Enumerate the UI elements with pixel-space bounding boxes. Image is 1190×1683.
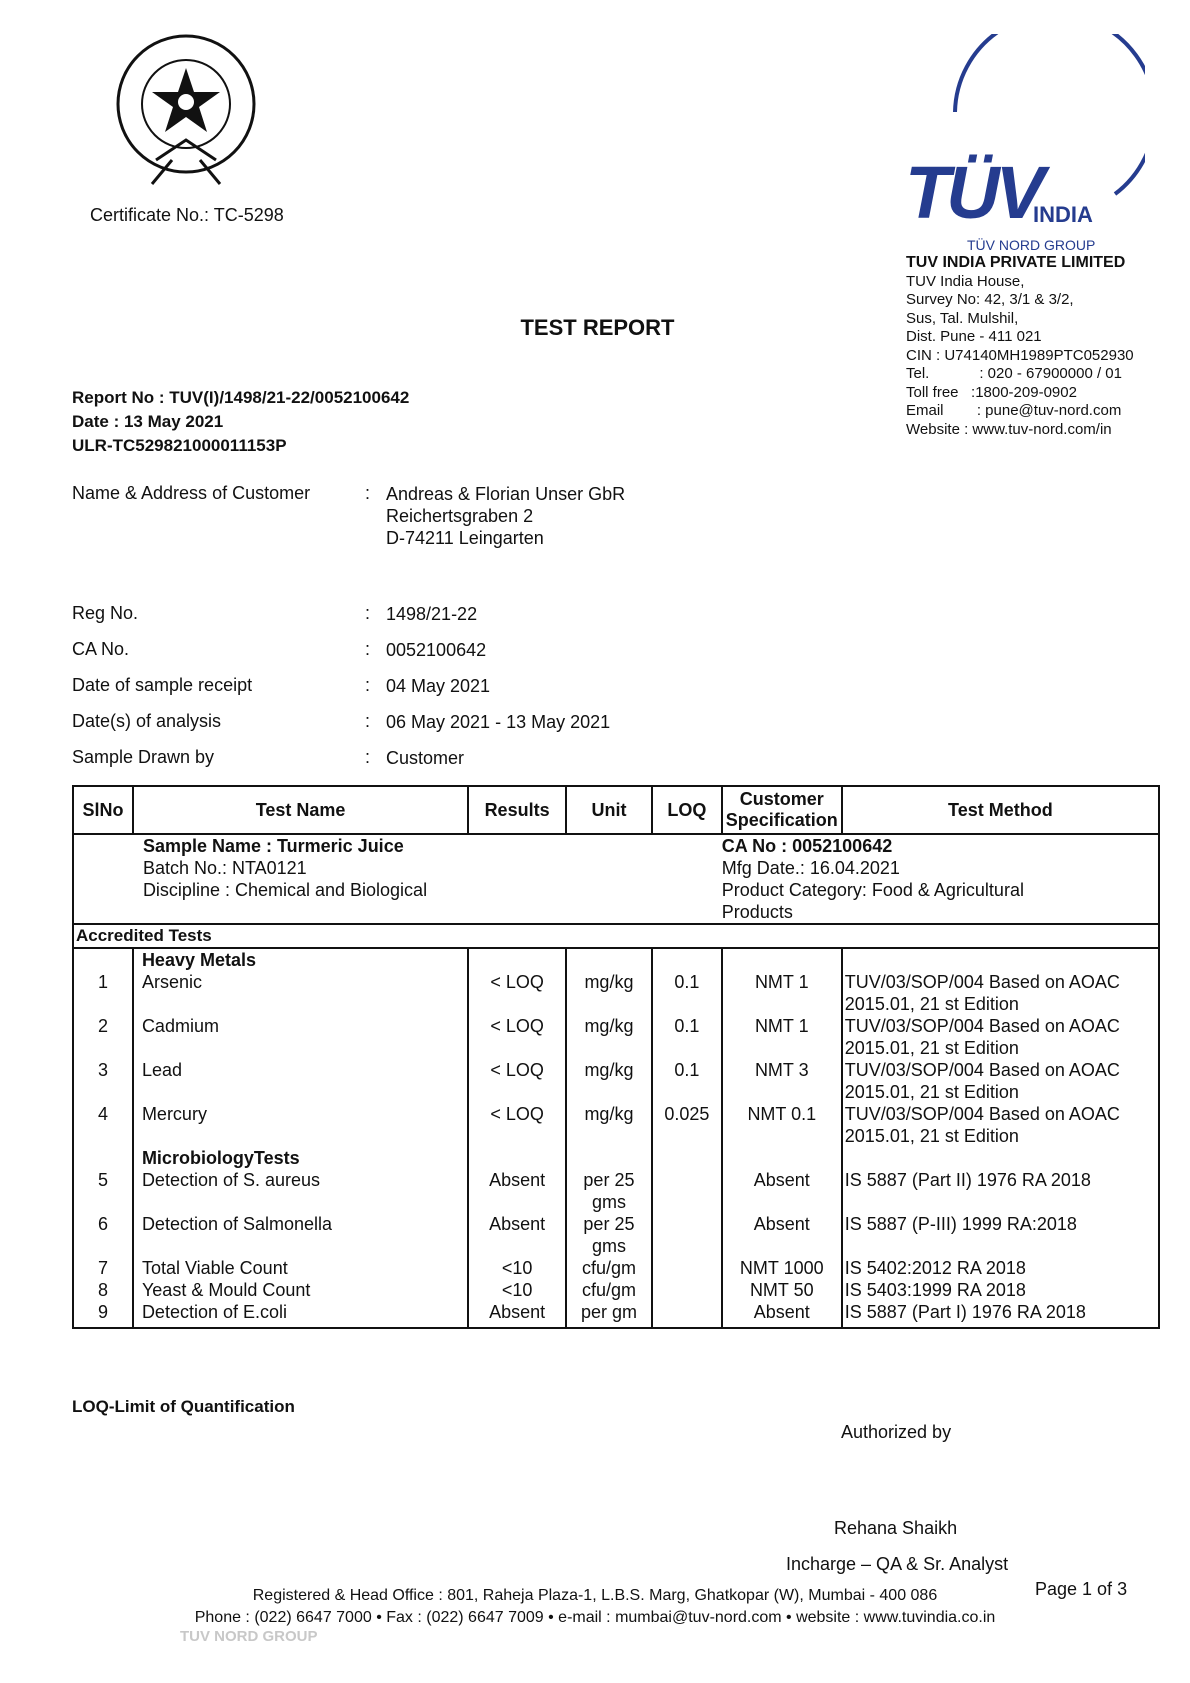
company-name: TUV INDIA PRIVATE LIMITED bbox=[906, 254, 1126, 271]
discipline: Discipline : Chemical and Biological bbox=[142, 880, 428, 900]
customer-label: Name & Address of Customer bbox=[72, 483, 311, 503]
row-test-name: Cadmium bbox=[133, 1015, 468, 1059]
table-row bbox=[73, 1103, 1159, 1147]
row-method bbox=[842, 1059, 1159, 1103]
row-unit bbox=[566, 1213, 652, 1257]
receipt-date-value: 04 May 2021 bbox=[386, 676, 491, 696]
report-info bbox=[72, 386, 409, 458]
field-colon: : bbox=[365, 483, 371, 503]
analysis-dates-label: Date(s) of analysis bbox=[72, 711, 222, 731]
row-spec: NMT 3 bbox=[722, 1059, 842, 1103]
company-address bbox=[906, 254, 1134, 439]
field-colon: : bbox=[365, 603, 371, 623]
receipt-date-label: Date of sample receipt bbox=[72, 675, 253, 695]
batch-number: Batch No.: NTA0121 bbox=[142, 858, 307, 878]
table-row bbox=[73, 1279, 1159, 1301]
field-colon: : bbox=[365, 675, 371, 695]
product-category: Product Category: Food & Agricultural bbox=[721, 880, 1024, 900]
tuv-logo-brand: TÜV bbox=[905, 151, 1041, 234]
row-slno: 1 bbox=[97, 972, 108, 992]
field-colon: : bbox=[365, 711, 371, 731]
row-unit: mg/kg bbox=[566, 1059, 652, 1103]
row-method-line: TUV/03/SOP/004 Based on AOAC bbox=[844, 972, 1120, 992]
row-spec: Absent bbox=[722, 1169, 842, 1213]
row-unit: per gm bbox=[566, 1301, 652, 1328]
group-header-row bbox=[73, 1147, 1159, 1169]
col-header-customer-spec-line: Customer bbox=[739, 789, 824, 809]
row-unit-line: per 25 bbox=[583, 1214, 635, 1234]
row-method-line: 2015.01, 21 st Edition bbox=[844, 994, 1019, 1014]
row-slno: 4 bbox=[97, 1104, 108, 1124]
row-method bbox=[842, 971, 1159, 1015]
product-category-cont: Products bbox=[721, 902, 793, 922]
nabl-logo bbox=[112, 32, 260, 192]
row-method-line: TUV/03/SOP/004 Based on AOAC bbox=[844, 1104, 1120, 1124]
row-slno: 8 bbox=[97, 1280, 108, 1300]
row-test-name: Mercury bbox=[133, 1103, 468, 1147]
row-unit: mg/kg bbox=[566, 1103, 652, 1147]
row-unit-line: per 25 bbox=[583, 1170, 635, 1190]
company-line: Tel. : 020 - 67900000 / 01 bbox=[906, 365, 1122, 382]
row-loq: 0.1 bbox=[652, 1059, 722, 1103]
row-loq: 0.1 bbox=[652, 1015, 722, 1059]
field-colon: : bbox=[365, 747, 371, 767]
reg-no-value: 1498/21-22 bbox=[386, 604, 478, 624]
row-spec: NMT 1 bbox=[722, 971, 842, 1015]
row-unit: mg/kg bbox=[566, 971, 652, 1015]
row-spec: NMT 0.1 bbox=[722, 1103, 842, 1147]
row-slno: 9 bbox=[97, 1302, 108, 1322]
row-loq bbox=[652, 1301, 722, 1328]
row-unit: cfu/gm bbox=[566, 1279, 652, 1301]
tuv-logo-country: INDIA bbox=[1033, 202, 1093, 227]
col-header-customer-spec-line: Specification bbox=[725, 810, 838, 830]
table-row bbox=[73, 1213, 1159, 1257]
company-line: CIN : U74140MH1989PTC052930 bbox=[906, 346, 1134, 364]
mfg-date: Mfg Date.: 16.04.2021 bbox=[721, 858, 900, 878]
group-heavy-metals: Heavy Metals bbox=[133, 948, 468, 971]
col-header-results: Results bbox=[468, 786, 566, 834]
row-loq bbox=[652, 1279, 722, 1301]
row-result: < LOQ bbox=[468, 971, 566, 1015]
loq-note: LOQ-Limit of Quantification bbox=[72, 1397, 295, 1416]
row-unit: cfu/gm bbox=[566, 1257, 652, 1279]
field-colon: : bbox=[365, 639, 371, 659]
ulr-number: ULR-TC529821000011153P bbox=[72, 436, 287, 455]
signer-designation: Incharge – QA & Sr. Analyst bbox=[786, 1554, 1009, 1574]
row-spec: Absent bbox=[722, 1301, 842, 1328]
row-spec: NMT 1000 bbox=[722, 1257, 842, 1279]
table-row bbox=[73, 1257, 1159, 1279]
authorized-by: Authorized by bbox=[841, 1422, 952, 1442]
row-spec: NMT 50 bbox=[722, 1279, 842, 1301]
customer-line: Reichertsgraben 2 bbox=[386, 506, 534, 526]
row-method bbox=[842, 1103, 1159, 1147]
sample-drawn-label: Sample Drawn by bbox=[72, 747, 215, 767]
company-line: Email : pune@tuv-nord.com bbox=[906, 402, 1122, 419]
ca-no-value: 0052100642 bbox=[386, 640, 487, 660]
row-method-line: TUV/03/SOP/004 Based on AOAC bbox=[844, 1016, 1120, 1036]
row-result: Absent bbox=[468, 1169, 566, 1213]
page-title: TEST REPORT bbox=[520, 315, 675, 340]
row-slno: 5 bbox=[97, 1170, 108, 1190]
sample-drawn-value: Customer bbox=[386, 748, 465, 768]
table-header-row bbox=[73, 786, 1159, 834]
footer-contact: Phone : (022) 6647 7000 • Fax : (022) 6647 7009 • e-mail : mumbai@tuv-nord.com • website : www.tuvindia.co.in bbox=[194, 1609, 996, 1626]
row-test-name: Detection of E.coli bbox=[133, 1301, 468, 1328]
row-result: Absent bbox=[468, 1301, 566, 1328]
table-row bbox=[73, 1169, 1159, 1213]
row-test-name: Total Viable Count bbox=[133, 1257, 468, 1279]
accredited-tests-label: Accredited Tests bbox=[73, 924, 1159, 948]
results-table bbox=[72, 785, 1160, 1329]
row-unit: mg/kg bbox=[566, 1015, 652, 1059]
col-header-test-name: Test Name bbox=[133, 786, 468, 834]
tuv-logo-group: TÜV NORD GROUP bbox=[967, 237, 1096, 253]
ca-no-label: CA No. bbox=[72, 639, 130, 659]
row-test-name: Detection of Salmonella bbox=[133, 1213, 468, 1257]
col-header-test-method: Test Method bbox=[842, 786, 1159, 834]
page-number: Page 1 of 3 bbox=[1035, 1579, 1128, 1599]
company-line: Sus, Tal. Mulshil, bbox=[906, 309, 1019, 327]
customer-line: Andreas & Florian Unser GbR bbox=[386, 484, 626, 504]
row-method: IS 5887 (Part I) 1976 RA 2018 bbox=[842, 1301, 1159, 1328]
customer-address bbox=[386, 483, 625, 549]
row-loq bbox=[652, 1257, 722, 1279]
row-slno: 2 bbox=[97, 1016, 108, 1036]
company-line: Toll free :1800-209-0902 bbox=[906, 383, 1077, 401]
sample-ca-number: CA No : 0052100642 bbox=[721, 836, 893, 856]
row-test-name: Arsenic bbox=[133, 971, 468, 1015]
table-row bbox=[73, 1015, 1159, 1059]
row-test-name: Yeast & Mould Count bbox=[133, 1279, 468, 1301]
row-spec: Absent bbox=[722, 1213, 842, 1257]
row-test-name: Lead bbox=[133, 1059, 468, 1103]
footer-address: Registered & Head Office : 801, Raheja Plaza-1, L.B.S. Marg, Ghatkopar (W), Mumbai - 400 086 bbox=[252, 1587, 938, 1604]
certificate-number: Certificate No.: TC-5298 bbox=[90, 205, 284, 225]
col-header-unit: Unit bbox=[566, 786, 652, 834]
group-microbiology: MicrobiologyTests bbox=[133, 1147, 468, 1169]
row-method-line: TUV/03/SOP/004 Based on AOAC bbox=[844, 1060, 1120, 1080]
row-spec: NMT 1 bbox=[722, 1015, 842, 1059]
row-result: Absent bbox=[468, 1213, 566, 1257]
row-method: IS 5887 (Part II) 1976 RA 2018 bbox=[842, 1169, 1159, 1213]
company-line: Dist. Pune - 411 021 bbox=[906, 328, 1042, 345]
row-loq: 0.025 bbox=[652, 1103, 722, 1147]
company-line: TUV India House, bbox=[906, 272, 1025, 290]
col-header-customer-spec bbox=[722, 786, 842, 834]
row-result: < LOQ bbox=[468, 1059, 566, 1103]
col-header-loq: LOQ bbox=[652, 786, 722, 834]
table-row bbox=[73, 1059, 1159, 1103]
row-result: <10 bbox=[468, 1257, 566, 1279]
group-header-row bbox=[73, 948, 1159, 971]
row-unit bbox=[566, 1169, 652, 1213]
row-result: < LOQ bbox=[468, 1015, 566, 1059]
analysis-dates-value: 06 May 2021 - 13 May 2021 bbox=[386, 712, 611, 732]
table-row bbox=[73, 1301, 1159, 1328]
row-method-line: 2015.01, 21 st Edition bbox=[844, 1082, 1019, 1102]
reg-no-label: Reg No. bbox=[72, 603, 139, 623]
row-method-line: 2015.01, 21 st Edition bbox=[844, 1038, 1019, 1058]
row-test-name: Detection of S. aureus bbox=[133, 1169, 468, 1213]
row-method: IS 5402:2012 RA 2018 bbox=[842, 1257, 1159, 1279]
sample-name: Sample Name : Turmeric Juice bbox=[142, 836, 404, 856]
signer-name: Rehana Shaikh bbox=[834, 1518, 958, 1538]
row-result: <10 bbox=[468, 1279, 566, 1301]
row-slno: 6 bbox=[97, 1214, 108, 1234]
footer-group-mark: TUV NORD GROUP bbox=[180, 1628, 318, 1645]
row-method: IS 5403:1999 RA 2018 bbox=[842, 1279, 1159, 1301]
row-result: < LOQ bbox=[468, 1103, 566, 1147]
row-slno: 7 bbox=[97, 1258, 108, 1278]
table-row bbox=[73, 971, 1159, 1015]
row-loq bbox=[652, 1169, 722, 1213]
col-header-slno: SlNo bbox=[73, 786, 133, 834]
row-method-line: 2015.01, 21 st Edition bbox=[844, 1126, 1019, 1146]
report-date: Date : 13 May 2021 bbox=[72, 412, 224, 431]
row-loq bbox=[652, 1213, 722, 1257]
accredited-tests-row bbox=[73, 924, 1159, 948]
row-unit-line: gms bbox=[591, 1192, 626, 1212]
customer-line: D-74211 Leingarten bbox=[386, 528, 544, 548]
row-method bbox=[842, 1015, 1159, 1059]
row-slno: 3 bbox=[97, 1060, 108, 1080]
report-number: Report No : TUV(I)/1498/21-22/0052100642 bbox=[72, 388, 410, 407]
company-line: Website : www.tuv-nord.com/in bbox=[906, 420, 1112, 438]
company-line: Survey No: 42, 3/1 & 3/2, bbox=[906, 291, 1074, 308]
row-method: IS 5887 (P-III) 1999 RA:2018 bbox=[842, 1213, 1159, 1257]
row-unit-line: gms bbox=[591, 1236, 626, 1256]
row-loq: 0.1 bbox=[652, 971, 722, 1015]
sample-info-row bbox=[73, 834, 1159, 924]
